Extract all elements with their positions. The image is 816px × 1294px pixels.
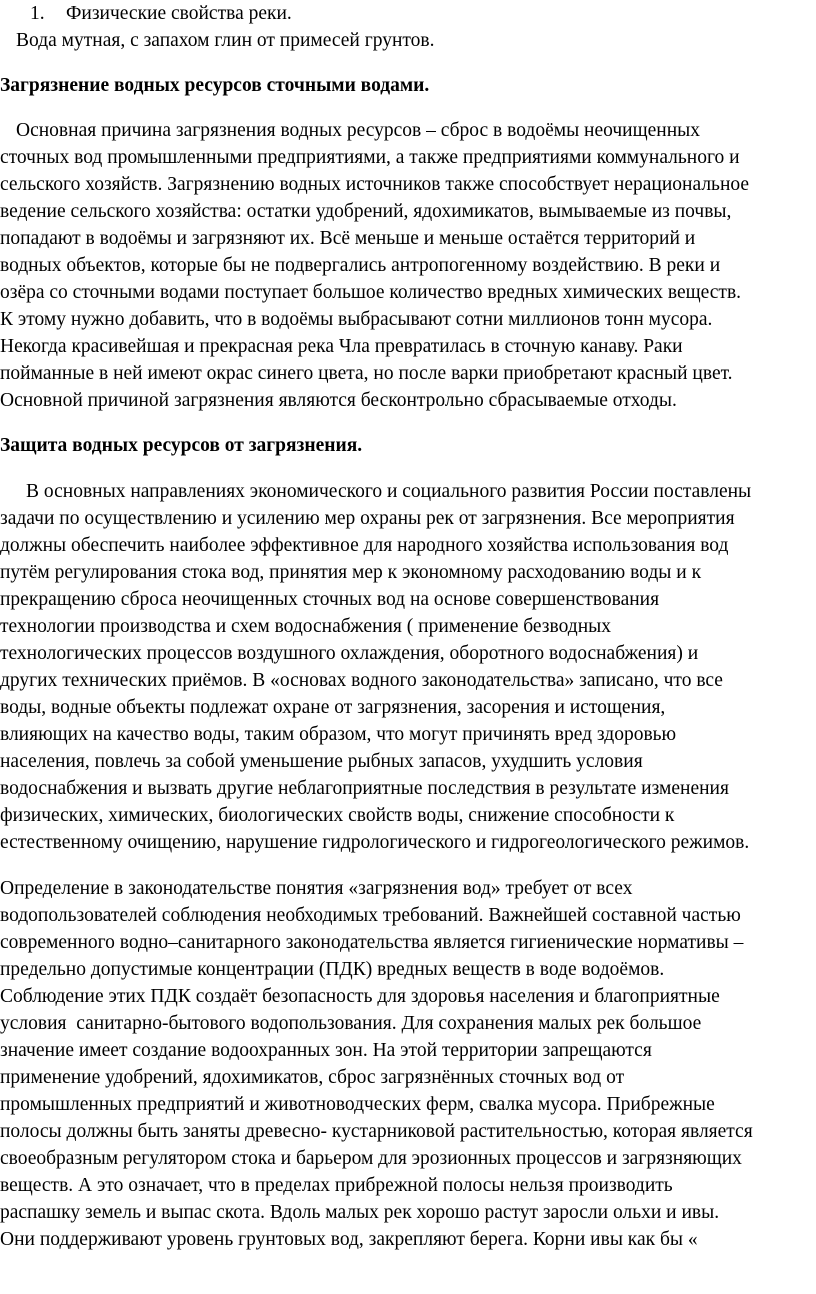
paragraph-line: должны обеспечить наиболее эффективное для народного хозяйства использования вод xyxy=(0,535,729,556)
paragraph-line: технологии производства и схем водоснабжения ( применение безводных xyxy=(0,616,611,637)
list-item-title: Физические свойства реки. xyxy=(66,3,292,24)
paragraph-line: условия санитарно-бытового водопользования. Для сохранения малых рек большое xyxy=(0,1013,702,1034)
paragraph-line: Основная причина загрязнения водных ресурсов – сброс в водоёмы неочищенных xyxy=(16,120,701,141)
paragraph-line: значение имеет создание водоохранных зон. На этой территории запрещаются xyxy=(0,1040,652,1061)
paragraph-line: сточных вод промышленными предприятиями, а также предприятиями коммунального и xyxy=(0,147,740,168)
list-number: 1. xyxy=(30,3,45,24)
paragraph-line: влияющих на качество воды, таким образом, что могут причинять вред здоровью xyxy=(0,724,677,745)
paragraph-line: Некогда красивейшая и прекрасная река Чла превратилась в сточную канаву. Раки xyxy=(0,336,683,357)
paragraph-line: прекращению сброса неочищенных сточных вод на основе совершенствования xyxy=(0,589,660,610)
paragraph-line: технологических процессов воздушного охлаждения, оборотного водоснабжения) и xyxy=(0,643,699,664)
paragraph-line: пойманные в ней имеют окрас синего цвета, но после варки приобретают красный цвет. xyxy=(0,363,733,384)
paragraph-line: Они поддерживают уровень грунтовых вод, закрепляют берега. Корни ивы как бы « xyxy=(0,1229,698,1250)
paragraph-line: воды, водные объекты подлежат охране от загрязнения, засорения и истощения, xyxy=(0,697,666,718)
paragraph-line: водных объектов, которые бы не подвергались антропогенному воздействию. В реки и xyxy=(0,255,721,276)
paragraph-line: распашку земель и выпас скота. Вдоль малых рек хорошо растут заросли ольхи и ивы. xyxy=(0,1202,720,1223)
paragraph-line: водоснабжения и вызвать другие неблагоприятные последствия в результате изменения xyxy=(0,778,729,799)
paragraph-line: В основных направлениях экономического и социального развития России поставлены xyxy=(26,481,752,502)
paragraph-line: Определение в законодательстве понятия «загрязнения вод» требует от всех xyxy=(0,878,633,899)
paragraph-line: полосы должны быть заняты древесно- кустарниковой растительностью, которая является xyxy=(0,1121,753,1142)
paragraph-line: веществ. А это означает, что в пределах прибрежной полосы нельзя производить xyxy=(0,1175,673,1196)
paragraph-line: промышленных предприятий и животноводческих ферм, свалка мусора. Прибрежные xyxy=(0,1094,715,1115)
paragraph-line: других технических приёмов. В «основах водного законодательства» записано, что все xyxy=(0,670,723,691)
paragraph-line: населения, повлечь за собой уменьшение рыбных запасов, ухудшить условия xyxy=(0,751,643,772)
paragraph-line: физических, химических, биологических свойств воды, снижение способности к xyxy=(0,805,675,826)
intro-line: Вода мутная, с запахом глин от примесей грунтов. xyxy=(16,30,435,51)
paragraph-line: предельно допустимые концентрации (ПДК) вредных веществ в воде водоёмов. xyxy=(0,959,665,980)
paragraph-line: Основной причиной загрязнения являются бесконтрольно сбрасываемые отходы. xyxy=(0,390,677,411)
paragraph-line: водопользователей соблюдения необходимых требований. Важнейшей составной частью xyxy=(0,905,741,926)
paragraph-line: естественному очищению, нарушение гидрологического и гидрогеологического режимов. xyxy=(0,832,750,853)
paragraph-line: путём регулирования стока вод, принятия мер к экономному расходованию воды и к xyxy=(0,562,702,583)
paragraph-line: своеобразным регулятором стока и барьером для эрозионных процессов и загрязняющих xyxy=(0,1148,742,1169)
section-heading-protection: Защита водных ресурсов от загрязнения. xyxy=(0,435,363,456)
section-heading-pollution: Загрязнение водных ресурсов сточными водами. xyxy=(0,75,430,96)
paragraph-line: К этому нужно добавить, что в водоёмы выбрасывают сотни миллионов тонн мусора. xyxy=(0,309,713,330)
paragraph-line: сельского хозяйств. Загрязнению водных источников также способствует нерациональное xyxy=(0,174,750,195)
paragraph-line: попадают в водоёмы и загрязняют их. Всё меньше и меньше остаётся территорий и xyxy=(0,228,696,249)
paragraph-line: ведение сельского хозяйства: остатки удобрений, ядохимикатов, вымываемые из почвы, xyxy=(0,201,732,222)
paragraph-line: озёра со сточными водами поступает большое количество вредных химических веществ. xyxy=(0,282,742,303)
paragraph-line: современного водно–санитарного законодательства является гигиенические нормативы – xyxy=(0,932,744,953)
paragraph-line: задачи по осуществлению и усилению мер охраны рек от загрязнения. Все мероприятия xyxy=(0,508,735,529)
paragraph-line: применение удобрений, ядохимикатов, сброс загрязнённых сточных вод от xyxy=(0,1067,625,1088)
paragraph-line: Соблюдение этих ПДК создаёт безопасность для здоровья населения и благоприятные xyxy=(0,986,720,1007)
